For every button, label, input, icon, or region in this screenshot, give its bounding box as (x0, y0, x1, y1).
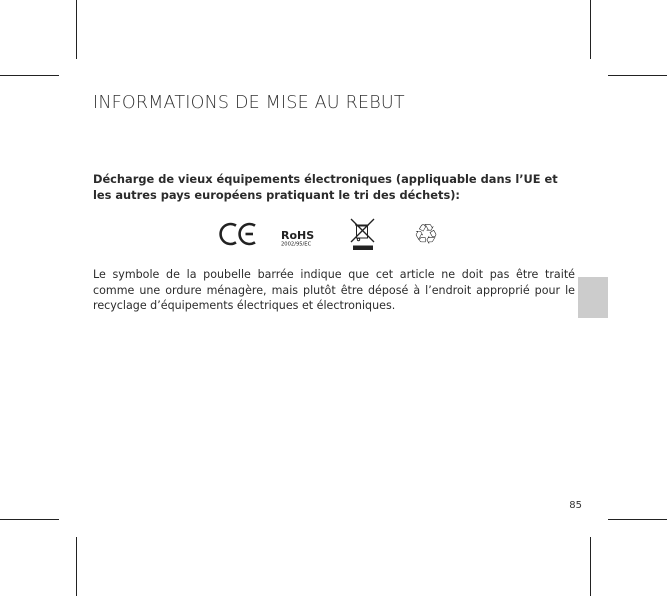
ce-mark-icon (221, 224, 255, 244)
recycle-icon: ♲ (413, 218, 439, 251)
rohs-label: RoHS (281, 229, 315, 242)
crossed-out-wheelie-bin-icon (351, 219, 374, 250)
section-subheading: Décharge de vieux équipements électroniques (appliquable dans l’UE et les autres pays européens pratiquant le tri des déchets): (93, 172, 558, 202)
crop-mark-bottom-right-vertical (590, 537, 591, 596)
crop-mark-bottom-left-vertical (76, 537, 77, 596)
side-tab-marker (578, 277, 608, 318)
disposal-instructions: Le symbole de la poubelle barrée indique que cet article ne doit pas être traité comme une ordure ménagère, mais plutôt être déposé à l’endroit approprié pour le recyclage d’équipements électriques et électroniques. (93, 268, 575, 313)
crop-mark-top-right-horizontal (608, 75, 667, 76)
crop-mark-bottom-left-horizontal (0, 519, 59, 520)
crop-mark-top-left-vertical (76, 0, 77, 59)
page-title: INFORMATIONS DE MISE AU REBUT (93, 93, 405, 113)
page-number: 85 (569, 500, 582, 511)
crop-mark-bottom-right-horizontal (608, 519, 667, 520)
rohs-icon (281, 229, 314, 248)
certification-icons (0, 0, 667, 260)
crop-mark-top-right-vertical (590, 0, 591, 59)
crop-mark-top-left-horizontal (0, 75, 59, 76)
rohs-directive: 2002/95/EC (281, 241, 312, 248)
